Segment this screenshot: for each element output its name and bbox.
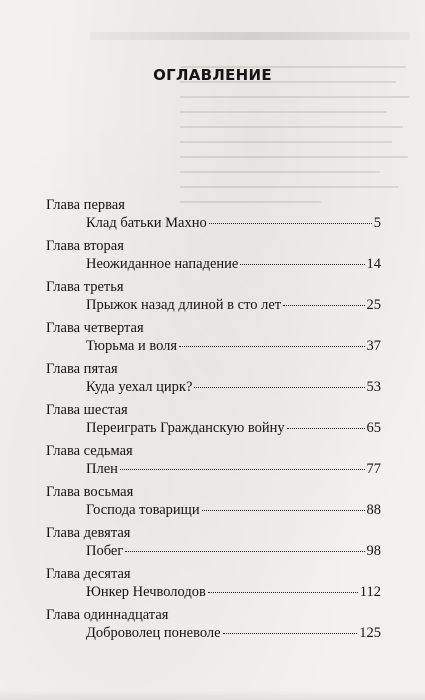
toc-entry[interactable] xyxy=(46,483,381,524)
chapter-title: Господа товарищи xyxy=(86,502,200,518)
dot-leader xyxy=(287,428,365,429)
dot-leader xyxy=(240,264,364,265)
page-number: 98 xyxy=(366,543,381,559)
page-number: 53 xyxy=(366,379,381,395)
chapter-line xyxy=(86,624,381,642)
toc-entry[interactable] xyxy=(46,278,381,319)
toc-entry[interactable] xyxy=(46,360,381,401)
chapter-number: Глава восьмая xyxy=(46,484,134,500)
page-number: 5 xyxy=(373,215,381,231)
dot-leader xyxy=(125,551,364,552)
chapter-number: Глава десятая xyxy=(46,566,131,582)
page-number: 14 xyxy=(366,256,381,272)
page-header-shadow xyxy=(90,32,410,40)
toc-title: ОГЛАВЛЕНИЕ xyxy=(153,66,272,84)
chapter-title: Плен xyxy=(86,461,118,477)
toc-entry[interactable] xyxy=(46,237,381,278)
page-number: 88 xyxy=(366,502,381,518)
dot-leader xyxy=(120,469,365,470)
page-number: 77 xyxy=(366,461,381,477)
chapter-number: Глава третья xyxy=(46,279,124,295)
dot-leader xyxy=(223,633,358,634)
chapter-line xyxy=(86,501,381,519)
dot-leader xyxy=(179,346,364,347)
chapter-line xyxy=(86,255,381,273)
chapter-title: Переиграть Гражданскую войну xyxy=(86,420,285,436)
toc-entry[interactable] xyxy=(46,401,381,442)
chapter-title: Неожиданное нападение xyxy=(86,256,239,272)
toc-entry[interactable] xyxy=(46,606,381,647)
chapter-line xyxy=(86,214,381,232)
chapter-line xyxy=(86,337,381,355)
chapter-line xyxy=(86,378,381,396)
chapter-line xyxy=(86,419,381,437)
chapter-line xyxy=(86,460,381,478)
chapter-line xyxy=(86,542,381,560)
chapter-number: Глава четвертая xyxy=(46,320,144,336)
chapter-number: Глава девятая xyxy=(46,525,131,541)
toc-entry[interactable] xyxy=(46,442,381,483)
table-of-contents xyxy=(46,196,381,647)
page-number: 25 xyxy=(366,297,381,313)
chapter-line xyxy=(86,583,381,601)
chapter-number: Глава пятая xyxy=(46,361,118,377)
dot-leader xyxy=(208,592,358,593)
page-number: 37 xyxy=(366,338,381,354)
chapter-title: Прыжок назад длиной в сто лет xyxy=(86,297,282,313)
chapter-number: Глава первая xyxy=(46,197,125,213)
page-number: 65 xyxy=(366,420,381,436)
chapter-title: Клад батьки Махно xyxy=(86,215,207,231)
chapter-number: Глава шестая xyxy=(46,402,128,418)
chapter-title: Юнкер Нечволодов xyxy=(86,584,206,600)
chapter-title: Тюрьма и воля xyxy=(86,338,178,354)
page-bottom-shadow xyxy=(0,690,425,700)
page-number: 112 xyxy=(359,584,381,600)
page-number: 125 xyxy=(359,625,381,641)
dot-leader xyxy=(283,305,364,306)
chapter-number: Глава вторая xyxy=(46,238,124,254)
dot-leader xyxy=(194,387,364,388)
chapter-number: Глава одиннадцатая xyxy=(46,607,169,623)
chapter-title: Доброволец поневоле xyxy=(86,625,221,641)
toc-entry[interactable] xyxy=(46,565,381,606)
chapter-title: Куда уехал цирк? xyxy=(86,379,193,395)
toc-entry[interactable] xyxy=(46,196,381,237)
dot-leader xyxy=(202,510,365,511)
toc-entry[interactable] xyxy=(46,524,381,565)
chapter-number: Глава седьмая xyxy=(46,443,133,459)
toc-entry[interactable] xyxy=(46,319,381,360)
dot-leader xyxy=(209,223,372,224)
chapter-title: Побег xyxy=(86,543,124,559)
chapter-line xyxy=(86,296,381,314)
